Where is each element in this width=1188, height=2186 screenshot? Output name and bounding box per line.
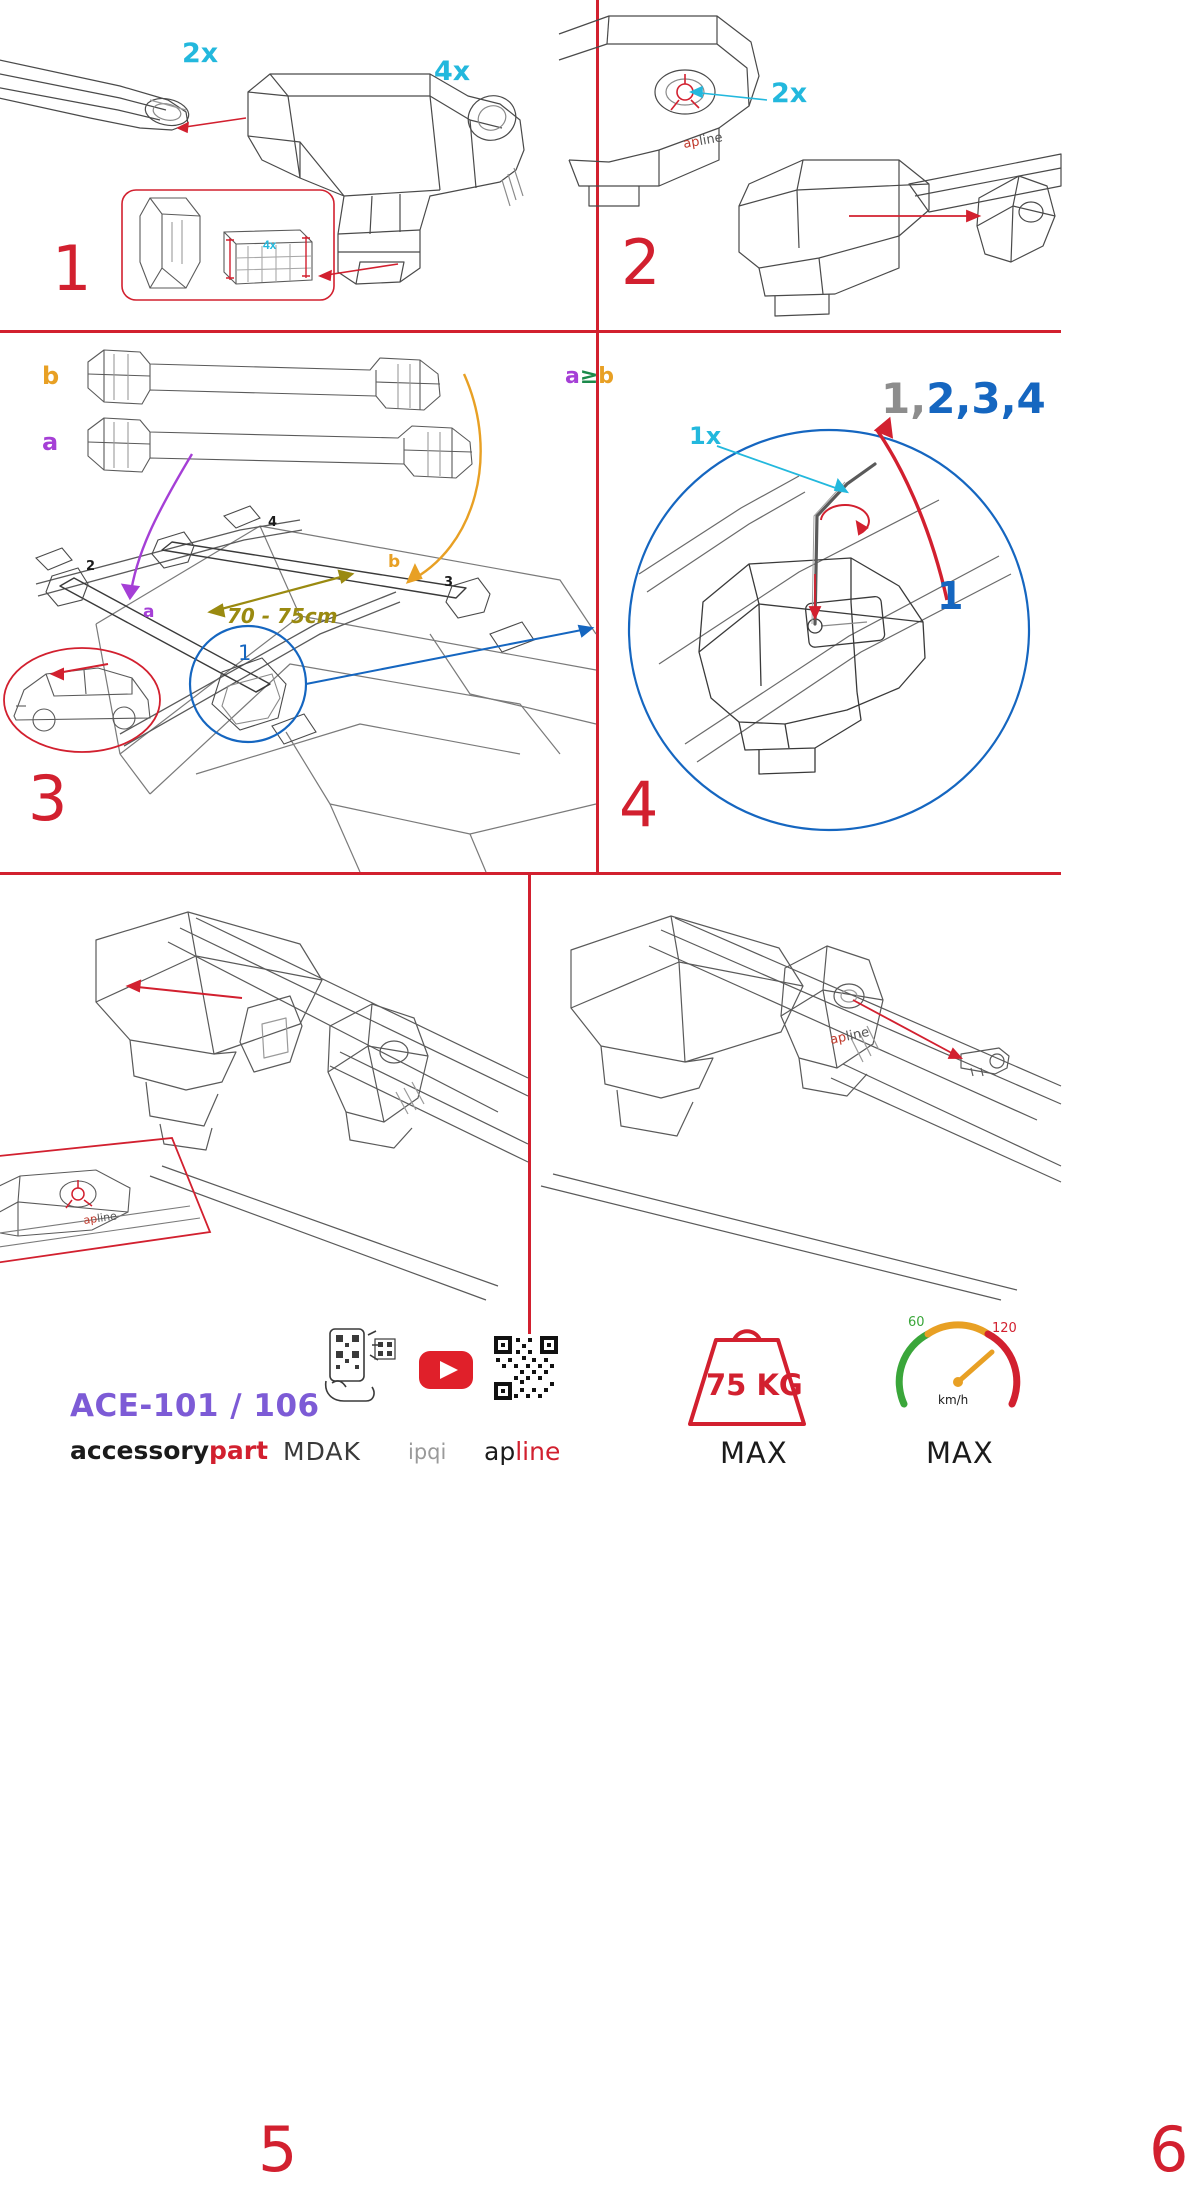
product-model-code: ACE-101 / 106	[70, 1388, 320, 1424]
step-number-3: 3	[28, 762, 68, 835]
svg-text:2: 2	[86, 559, 96, 574]
svg-text:apline: apline	[682, 130, 724, 152]
bar-label-b: b	[42, 362, 60, 390]
qr-scan-icon	[320, 1325, 406, 1411]
step-6-illustration	[531, 876, 1061, 1300]
max-speed-label: MAX	[926, 1436, 994, 1470]
tool-quantity-label: 1x	[689, 422, 722, 450]
step-3-illustration	[0, 334, 596, 872]
svg-text:1: 1	[238, 641, 252, 665]
step-number-5: 5	[258, 2113, 298, 2186]
svg-text:120: 120	[992, 1321, 1017, 1336]
step-1-panel	[0, 0, 596, 330]
max-weight-value: 75 KG	[706, 1368, 803, 1402]
svg-text:4: 4	[268, 515, 278, 530]
brand-ipqi: ipqi	[408, 1440, 447, 1464]
step-number-1: 1	[52, 232, 92, 305]
position-label-b: b	[388, 552, 401, 572]
svg-text:apline: apline	[828, 1024, 871, 1048]
svg-text:60: 60	[908, 1315, 925, 1330]
max-weight-label: MAX	[720, 1436, 788, 1470]
svg-text:3: 3	[444, 575, 454, 590]
brand-accessorypart	[70, 1436, 268, 1465]
qr-code-icon	[492, 1334, 560, 1402]
step-4-panel	[565, 334, 1061, 872]
brand-accessorypart-red: part	[209, 1436, 269, 1465]
step-number-2: 2	[621, 226, 661, 299]
brand-apline-red: line	[515, 1437, 561, 1466]
tightening-sequence-label: 1,2,3,4	[881, 374, 1046, 423]
condition-label: a≥b	[565, 364, 615, 389]
max-speed-icon	[888, 1300, 1028, 1430]
step-5-illustration	[0, 876, 528, 1300]
pad-quantity-label: 4x	[263, 238, 277, 252]
foot-quantity-label: 4x	[434, 56, 471, 87]
brand-mdak: MDAK	[283, 1437, 361, 1466]
position-label-a: a	[143, 602, 155, 622]
svg-text:km/h: km/h	[938, 1393, 969, 1407]
step-2-panel	[599, 0, 1061, 330]
distance-label: 70 - 75cm	[227, 604, 338, 628]
brand-apline-dark: ap	[484, 1437, 516, 1466]
step-number-6: 6	[1149, 2113, 1188, 2186]
step-2-illustration	[599, 0, 1061, 330]
step-3-panel	[0, 334, 596, 872]
step-number-4: 4	[619, 768, 659, 841]
youtube-icon[interactable]	[418, 1350, 474, 1390]
svg-text:apline: apline	[82, 1209, 118, 1227]
torque-order-label: 1	[937, 574, 964, 618]
brand-apline	[484, 1437, 560, 1466]
key-quantity-label: 2x	[771, 78, 808, 109]
section-divider-1	[0, 330, 1061, 333]
bar-quantity-label: 2x	[182, 38, 219, 69]
bar-label-a: a	[42, 428, 59, 456]
brand-accessorypart-dark: accessory	[70, 1436, 210, 1465]
